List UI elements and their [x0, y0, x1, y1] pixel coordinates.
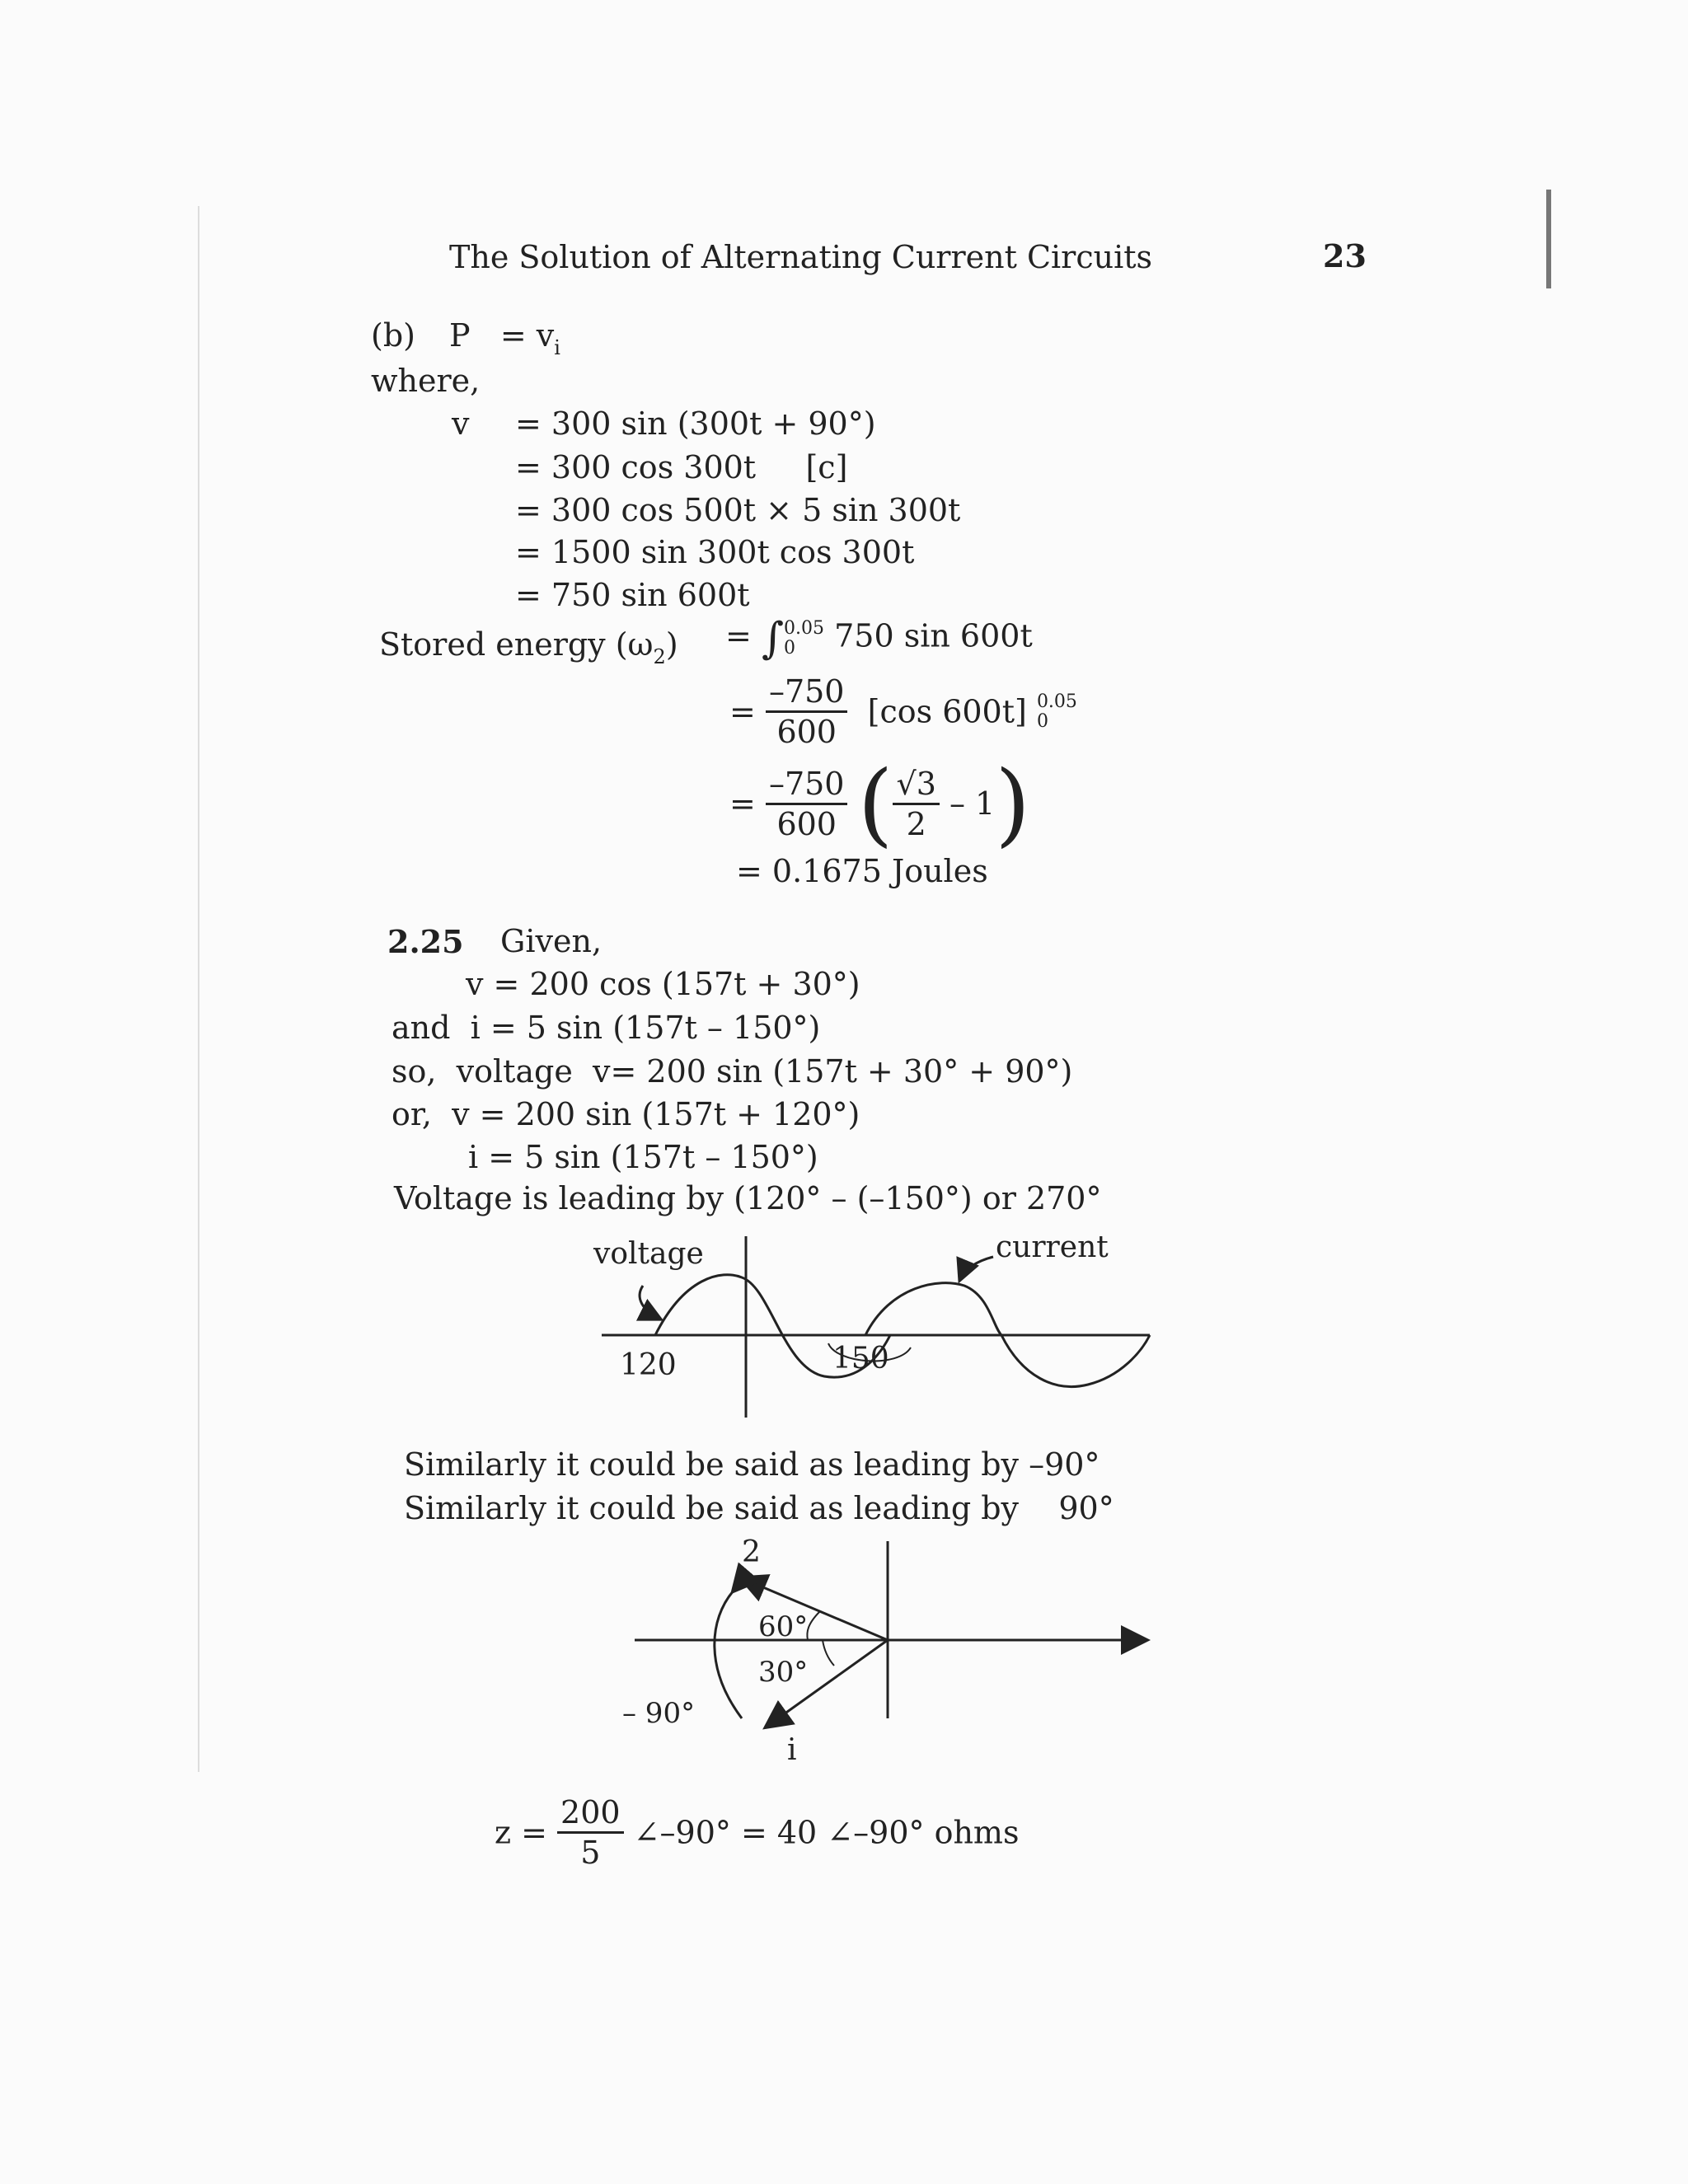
running-header-title: The Solution of Alternating Current Circuits: [449, 239, 1153, 275]
energy-result: = 0.1675 Joules: [736, 853, 988, 889]
z-num: 200: [557, 1797, 624, 1834]
scan-edge-right: [1546, 190, 1551, 288]
similarly-line-1: Similarly it could be said as leading by –90°: [404, 1446, 1100, 1483]
given-line-2: and i = 5 sin (157t – 150°): [392, 1010, 821, 1046]
phasor-label-i: i: [787, 1733, 797, 1767]
waveform-diagram: [577, 1228, 1170, 1426]
v-line-4: = 1500 sin 300t cos 300t: [515, 534, 915, 570]
z-rhs: ∠–90° = 40 ∠–90° ohms: [633, 1814, 1020, 1851]
bracket-expression: [cos 600t]: [867, 693, 1027, 730]
integral-sign: ∫: [761, 614, 785, 663]
angle-label-150: 150: [832, 1342, 889, 1376]
page-number: 23: [1323, 237, 1367, 274]
similarly-line-2-value: 90°: [1058, 1490, 1114, 1526]
right-paren: ): [995, 751, 1031, 856]
given-line-5: i = 5 sin (157t – 150°): [468, 1139, 818, 1175]
stored-energy-integral: [725, 614, 1033, 663]
phasor-diagram: [610, 1529, 1170, 1768]
energy-step-2: [729, 673, 1077, 750]
v-line-5: = 750 sin 600t: [515, 577, 750, 613]
angle-label-neg90: – 90°: [622, 1697, 696, 1730]
v-symbol: v: [452, 405, 470, 442]
bracket-lower: 0: [1036, 710, 1048, 732]
fraction-sqrt3-2: [893, 765, 939, 842]
angle-label-120: 120: [620, 1348, 677, 1382]
given-line-4: or, v = 200 sin (157t + 120°): [392, 1096, 860, 1132]
stored-energy-text: Stored energy (ω: [379, 626, 654, 663]
given-line-6: Voltage is leading by (120° – (–150°) or 270°: [394, 1180, 1102, 1216]
similarly-line-2: [404, 1490, 1114, 1526]
bracket-upper: 0.05: [1036, 691, 1077, 712]
integral-limits: [784, 619, 824, 658]
angle-arc-60: [807, 1611, 820, 1640]
similarly-line-2-text: Similarly it could be said as leading by: [404, 1490, 1020, 1526]
fraction-750-600: [766, 673, 848, 750]
bracket-limits: [1037, 692, 1077, 732]
v-line-1: = 300 sin (300t + 90°): [515, 405, 876, 442]
given-line-3: so, voltage v= 200 sin (157t + 30° + 90°): [392, 1053, 1073, 1090]
stored-energy-label: [379, 626, 678, 668]
sqrt-den: 2: [906, 805, 926, 842]
phasor-label-2: 2: [742, 1535, 761, 1569]
integrand: 750 sin 600t: [834, 617, 1033, 654]
given-label: Given,: [500, 923, 603, 959]
angle-label-30: 30°: [758, 1656, 809, 1689]
problem-number: 2.25: [387, 923, 464, 960]
voltage-pointer-arrow: [640, 1286, 659, 1319]
current-label: current: [996, 1230, 1109, 1264]
angle-arc-30: [823, 1640, 834, 1666]
power-rhs-sub: i: [554, 336, 560, 359]
power-rhs: = v: [499, 317, 555, 354]
where-label: where,: [371, 363, 481, 399]
fraction-num: –750: [766, 768, 848, 805]
angle-label-60: 60°: [758, 1610, 809, 1643]
v-line-2: = 300 cos 300t [c]: [515, 449, 848, 485]
stored-energy-close: ): [665, 626, 678, 663]
impedance-equation: [495, 1794, 1020, 1871]
stored-energy-sub: 2: [653, 645, 666, 668]
equals-sign: =: [729, 785, 756, 822]
part-b-label: (b): [371, 317, 415, 354]
power-equation: [449, 317, 560, 359]
z-den: 5: [580, 1835, 601, 1871]
energy-step-3: [729, 751, 1031, 856]
v-line-3: = 300 cos 500t × 5 sin 300t: [515, 492, 961, 528]
fraction-num: –750: [766, 676, 848, 713]
current-pointer-arrow: [960, 1257, 993, 1279]
fraction-den: 600: [776, 805, 837, 842]
minus-one: – 1: [949, 785, 996, 822]
scan-edge-left: [198, 206, 199, 1772]
voltage-label: voltage: [593, 1237, 704, 1271]
integral-lower: 0: [784, 638, 796, 658]
power-symbol: P: [449, 317, 471, 354]
left-paren: (: [857, 751, 893, 856]
z-lhs: z =: [495, 1814, 547, 1851]
fraction-den: 600: [776, 714, 837, 750]
given-line-1: v = 200 cos (157t + 30°): [466, 966, 860, 1002]
angle-arc-neg90: [715, 1591, 742, 1718]
equals-sign: =: [725, 617, 752, 654]
sqrt-num: √3: [893, 768, 939, 805]
integral-upper: 0.05: [784, 618, 825, 639]
equals-sign: =: [729, 693, 756, 730]
fraction-750-600-b: [766, 765, 848, 842]
fraction-200-5: [557, 1794, 624, 1871]
